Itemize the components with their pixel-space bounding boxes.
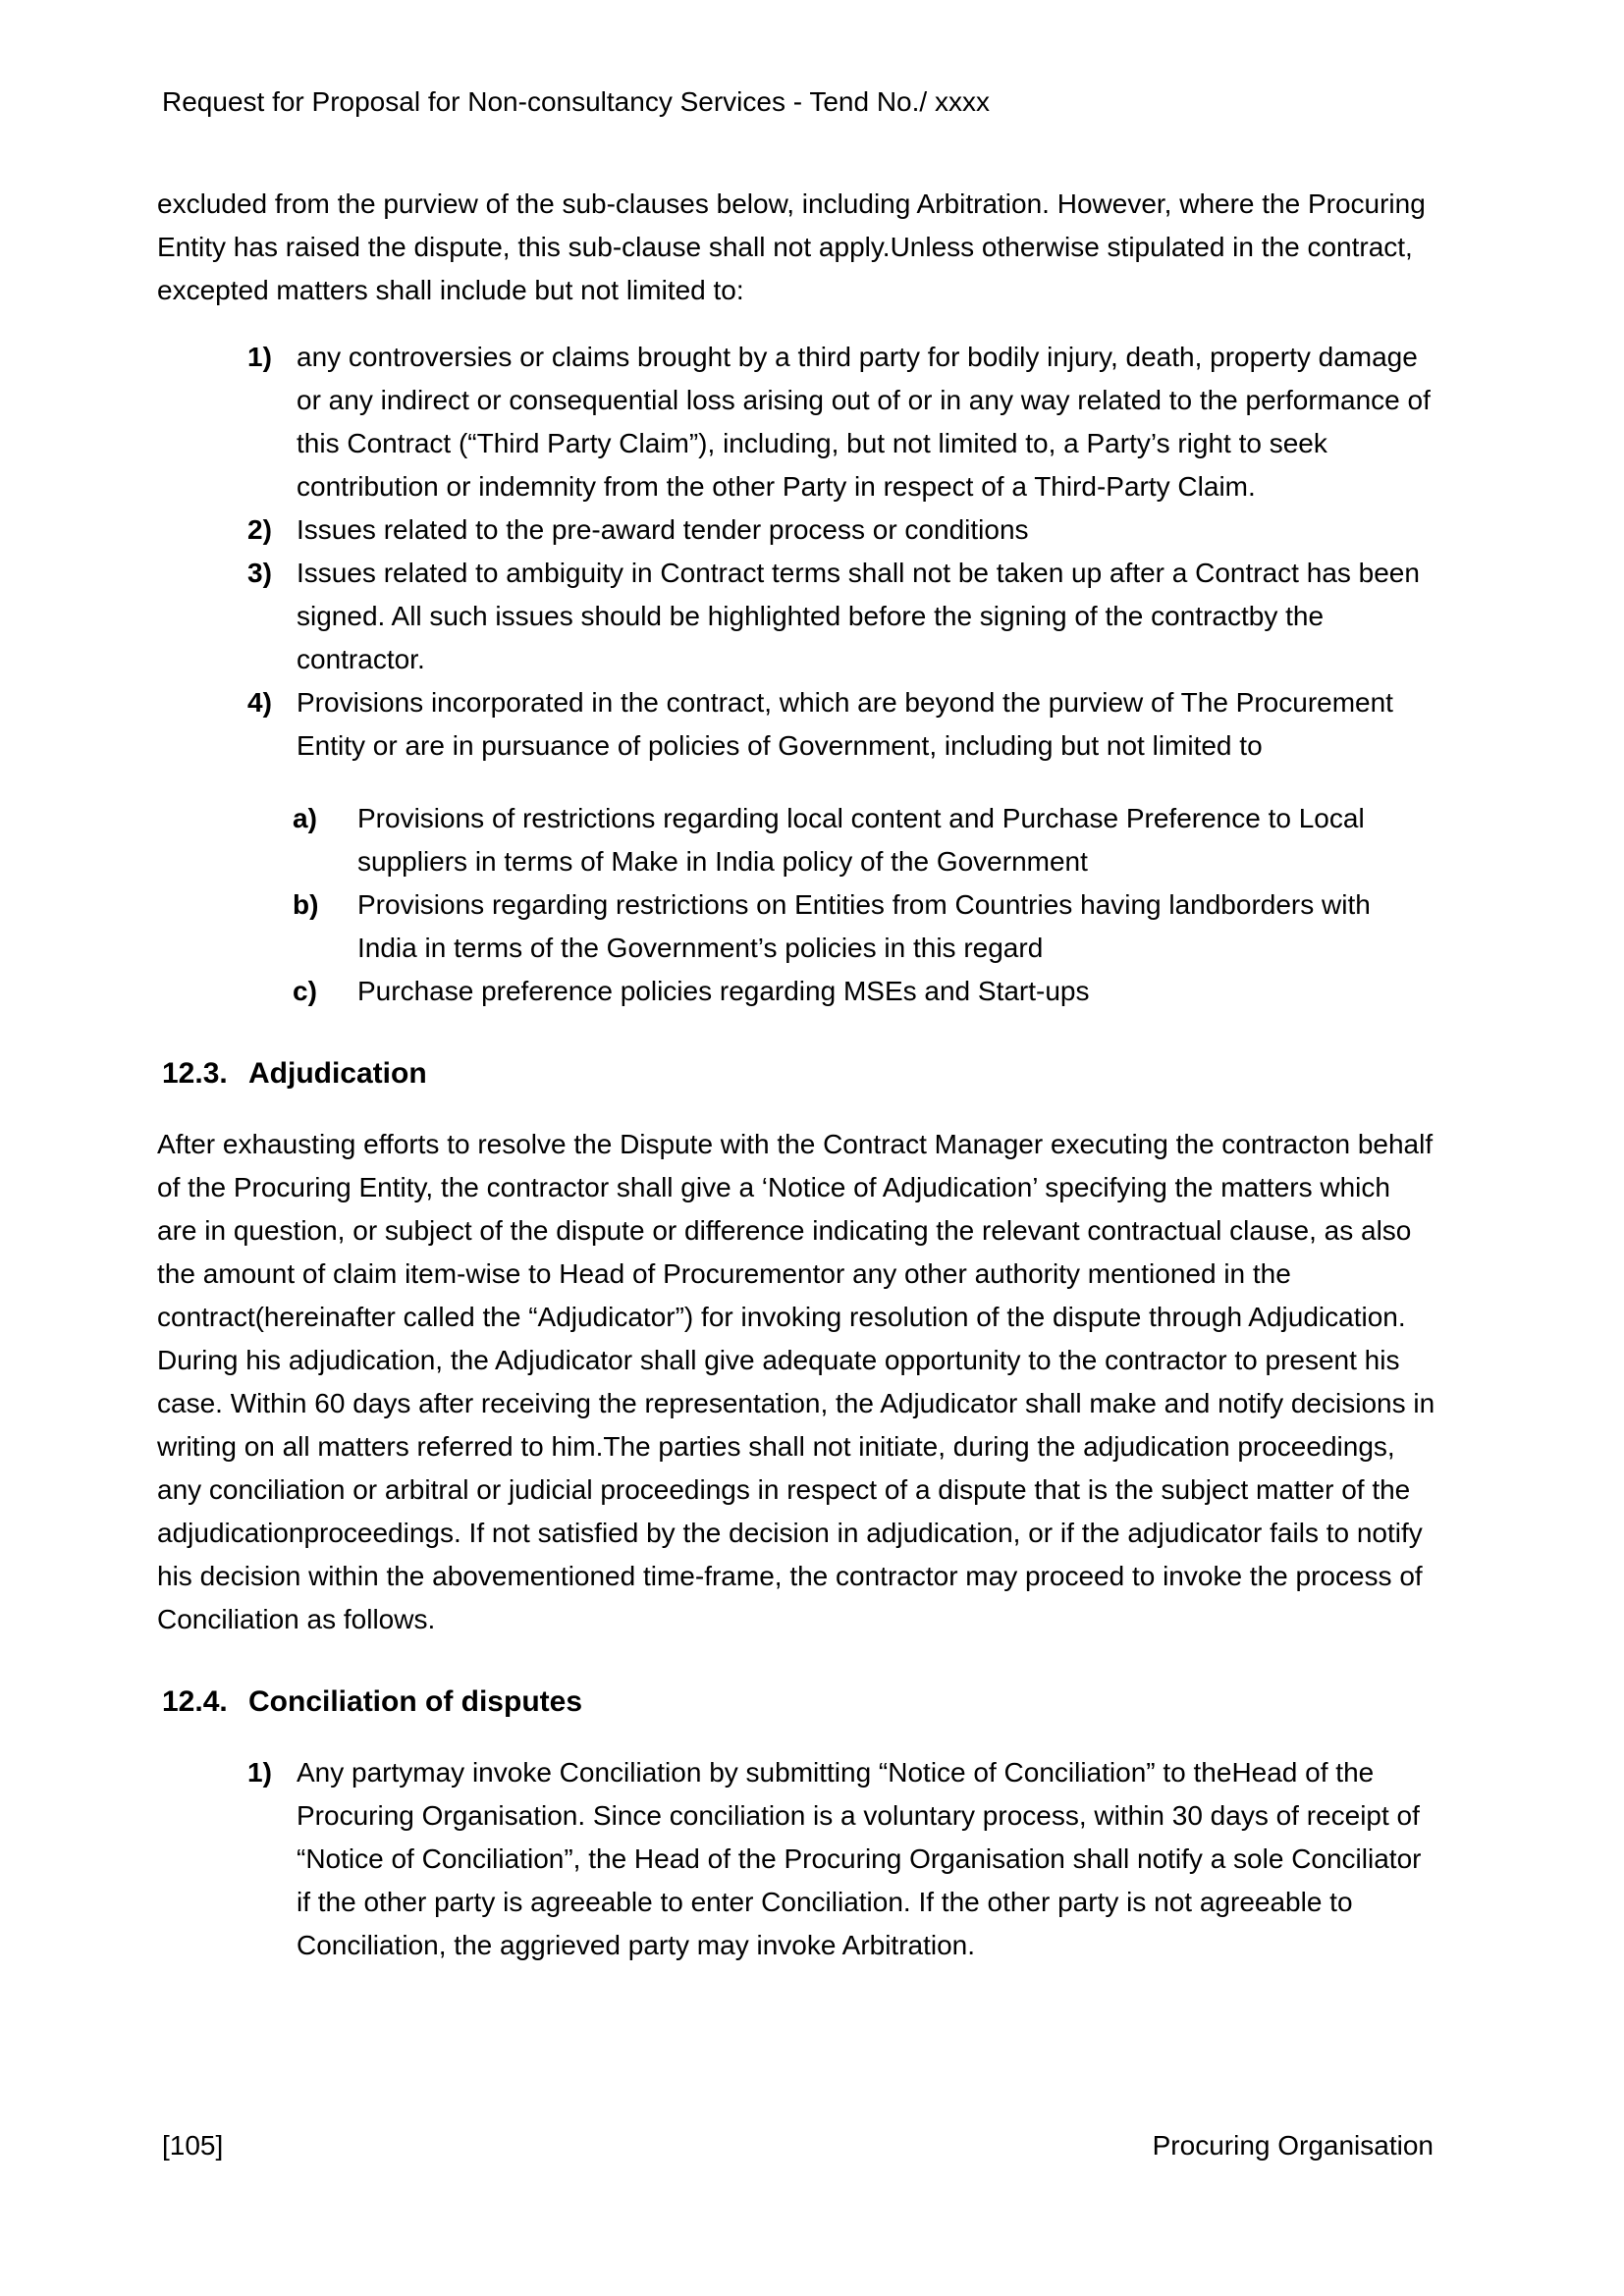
conciliation-item-1 — [157, 1751, 1435, 1967]
conciliation-list — [157, 1751, 1435, 1967]
excepted-subitem-c — [157, 970, 1435, 1013]
excepted-subitem-c-marker: c) — [293, 976, 317, 1006]
excepted-item-4 — [157, 681, 1435, 768]
excepted-item-2-marker: 2) — [247, 514, 272, 545]
page-number: [105] — [162, 2130, 224, 2161]
excepted-subitem-b-marker: b) — [293, 889, 319, 920]
excepted-item-2 — [157, 508, 1435, 552]
excepted-subitem-a-marker: a) — [293, 803, 317, 833]
excepted-subitem-b-text: Provisions regarding restrictions on Entities from Countries having landborders with India in terms of the Government’s policies in this regard — [357, 889, 1371, 963]
excepted-subitem-b — [157, 883, 1435, 970]
document-body — [157, 183, 1435, 1967]
excepted-item-1-marker: 1) — [247, 342, 272, 372]
section-12-4-number: 12.4. — [162, 1685, 228, 1718]
section-12-3-title: Adjudication — [248, 1057, 427, 1090]
excepted-item-3-marker: 3) — [247, 558, 272, 588]
adjudication-paragraph: After exhausting efforts to resolve the Dispute with the Contract Manager executing the contracton behalf of the Procuring Entity, the contractor shall give a ‘Notice of Adjudication’ specifying the matters which are in question, or subject of the dispute or difference indicating the relevant contractual clause, as also the amount of claim item-wise to Head of Procurementor any other authority mentioned in the contract(hereinafter called the “Adjudicator”) for invoking resolution of the dispute through Adjudication. During his adjudication, the Adjudicator shall give adequate opportunity to the contractor to present his case. Within 60 days after receiving the representation, the Adjudicator shall make and notify decisions in writing on all matters referred to him.The parties shall not initiate, during the adjudication proceedings, any conciliation or arbitral or judicial proceedings in respect of a dispute that is the subject matter of the adjudicationproceedings. If not satisfied by the decision in adjudication, or if the adjudicator fails to notify his decision within the abovementioned time-frame, the contractor may proceed to invoke the process of Conciliation as follows. — [157, 1129, 1435, 1634]
excepted-subitem-c-text: Purchase preference policies regarding MSEs and Start-ups — [357, 976, 1090, 1006]
section-12-3-number: 12.3. — [162, 1057, 228, 1090]
excepted-item-2-text: Issues related to the pre-award tender process or conditions — [297, 514, 1029, 545]
page-footer — [162, 2126, 1434, 2165]
page-header: Request for Proposal for Non-consultancy Services - Tend No./ xxxx — [162, 86, 990, 117]
excepted-item-4-marker: 4) — [247, 687, 272, 718]
conciliation-item-1-marker: 1) — [247, 1757, 272, 1788]
intro-paragraph: excluded from the purview of the sub-clauses below, including Arbitration. However, where the Procuring Entity has raised the dispute, this sub-clause shall not apply.Unless otherwise stipulated in the contract, excepted matters shall include but not limited to: — [157, 188, 1426, 305]
section-12-4-title: Conciliation of disputes — [248, 1685, 583, 1718]
excepted-item-4-text: Provisions incorporated in the contract, which are beyond the purview of The Procurement Entity or are in pursuance of policies of Government, including but not limited to — [297, 687, 1393, 761]
excepted-subitem-a-text: Provisions of restrictions regarding local content and Purchase Preference to Local suppliers in terms of Make in India policy of the Government — [357, 803, 1365, 877]
excepted-item-1-text: any controversies or claims brought by a third party for bodily injury, death, property damage or any indirect or consequential loss arising out of or in any way related to the performance of this Contract (“Third Party Claim”), including, but not limited to, a Party’s right to seek contribution or indemnity from the other Party in respect of a Third-Party Claim. — [297, 342, 1431, 502]
excepted-matters-sublist — [157, 797, 1435, 1013]
excepted-item-3-text: Issues related to ambiguity in Contract terms shall not be taken up after a Contract has been signed. All such issues should be highlighted before the signing of the contractby the contractor. — [297, 558, 1420, 674]
excepted-item-1 — [157, 336, 1435, 508]
section-12-4-heading — [162, 1681, 1435, 1724]
footer-organisation: Procuring Organisation — [1152, 2130, 1434, 2161]
excepted-matters-list — [157, 336, 1435, 1013]
excepted-item-3 — [157, 552, 1435, 681]
section-12-3-heading — [162, 1052, 1435, 1095]
excepted-subitem-a — [157, 797, 1435, 883]
conciliation-item-1-text: Any partymay invoke Conciliation by submitting “Notice of Conciliation” to theHead of the Procuring Organisation. Since conciliation is a voluntary process, within 30 days of receipt of “Notice of Conciliation”, the Head of the Procuring Organisation shall notify a sole Conciliator if the other party is agreeable to enter Conciliation. If the other party is not agreeable to Conciliation, the aggrieved party may invoke Arbitration. — [297, 1757, 1422, 1960]
